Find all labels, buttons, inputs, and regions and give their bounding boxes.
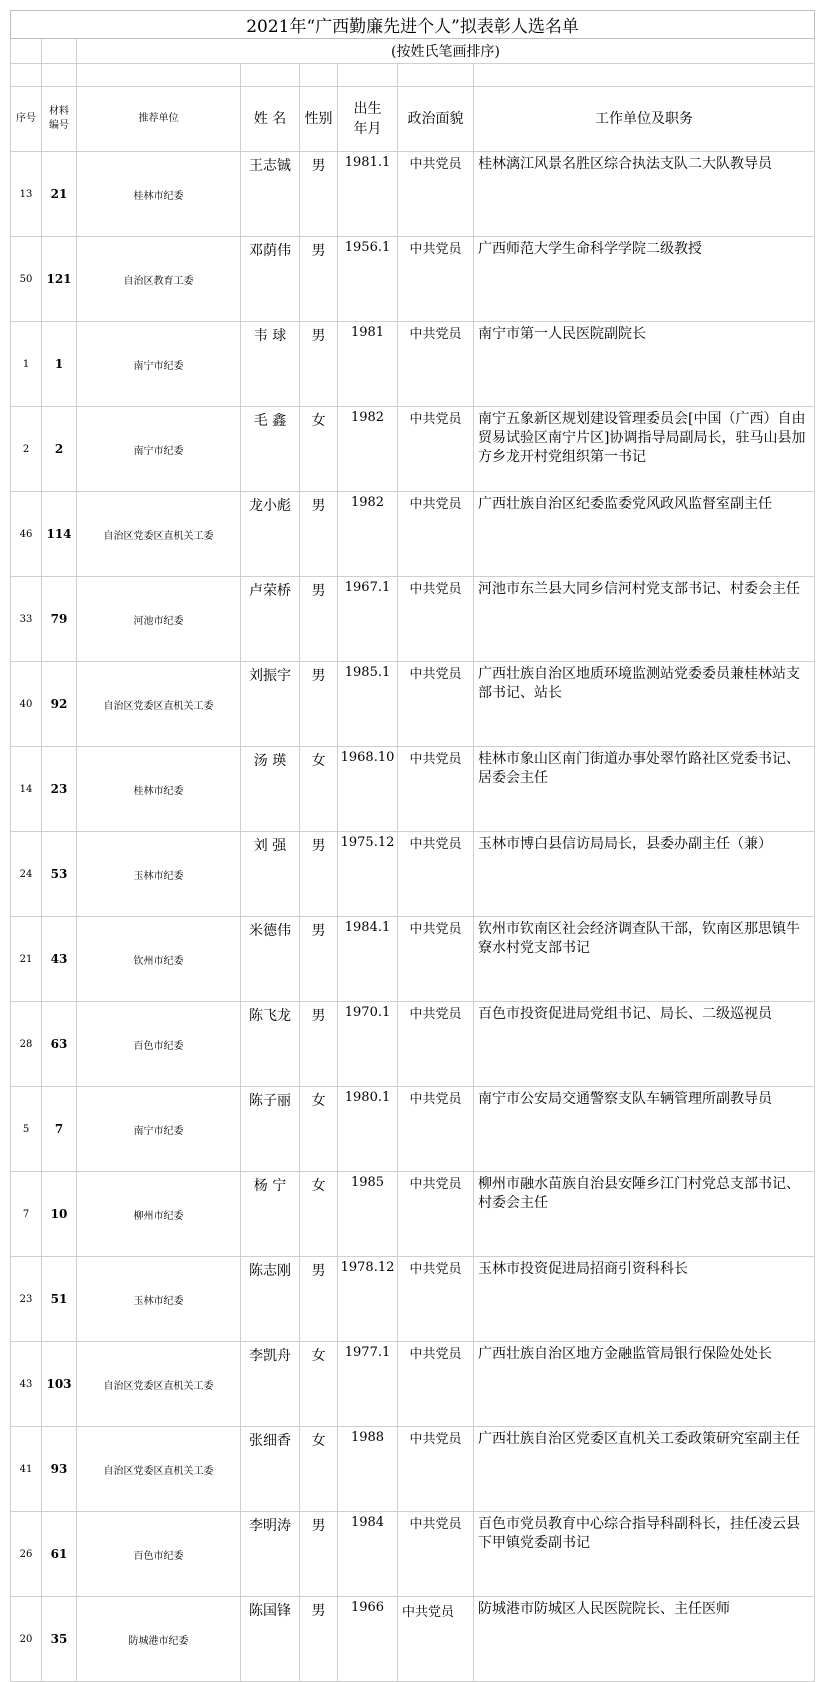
gender-cell: 男 [300, 152, 338, 237]
header-work: 工作单位及职务 [474, 87, 815, 152]
header-material [42, 87, 77, 152]
seq-cell: 7 [11, 1172, 42, 1257]
material-number-cell: 114 [42, 492, 77, 577]
party-cell: 中共党员 [398, 322, 474, 407]
birth-cell: 1981 [338, 322, 398, 407]
seq-cell: 20 [11, 1597, 42, 1682]
header-name: 姓 名 [241, 87, 300, 152]
material-number-cell: 63 [42, 1002, 77, 1087]
recommending-unit-cell: 玉林市纪委 [77, 832, 241, 917]
seq-cell: 43 [11, 1342, 42, 1427]
birth-cell: 1956.1 [338, 237, 398, 322]
birth-cell: 1968.10 [338, 747, 398, 832]
name-cell: 毛 鑫 [241, 407, 300, 492]
work-unit-cell: 百色市党员教育中心综合指导科副科长，挂任凌云县下甲镇党委副书记 [474, 1512, 815, 1597]
name-cell: 韦 球 [241, 322, 300, 407]
recommending-unit-cell: 自治区党委区直机关工委 [77, 492, 241, 577]
birth-cell: 1966 [338, 1597, 398, 1682]
table-row [11, 1512, 815, 1597]
table-row [11, 1002, 815, 1087]
seq-cell: 40 [11, 662, 42, 747]
gender-cell: 女 [300, 407, 338, 492]
table-row [11, 492, 815, 577]
party-cell: 中共党员 [398, 237, 474, 322]
recommending-unit-cell: 自治区党委区直机关工委 [77, 1427, 241, 1512]
work-unit-cell: 柳州市融水苗族自治县安陲乡江门村党总支部书记、村委会主任 [474, 1172, 815, 1257]
table-row [11, 1597, 815, 1682]
recommending-unit-cell: 防城港市纪委 [77, 1597, 241, 1682]
recommending-unit-cell: 南宁市纪委 [77, 322, 241, 407]
material-number-cell: 35 [42, 1597, 77, 1682]
recommending-unit-cell: 柳州市纪委 [77, 1172, 241, 1257]
gender-cell: 男 [300, 832, 338, 917]
material-number-cell: 61 [42, 1512, 77, 1597]
party-cell: 中共党员 [398, 577, 474, 662]
work-unit-cell: 广西壮族自治区地质环境监测站党委委员兼桂林站支部书记、站长 [474, 662, 815, 747]
recommending-unit-cell: 百色市纪委 [77, 1512, 241, 1597]
material-number-cell: 1 [42, 322, 77, 407]
gender-cell: 女 [300, 747, 338, 832]
party-cell [398, 1597, 474, 1682]
material-number-cell: 21 [42, 152, 77, 237]
party-cell: 中共党员 [398, 662, 474, 747]
gender-cell: 女 [300, 1342, 338, 1427]
recommending-unit-cell: 河池市纪委 [77, 577, 241, 662]
gender-cell: 男 [300, 917, 338, 1002]
header-gender: 性别 [300, 87, 338, 152]
party-cell: 中共党员 [398, 1427, 474, 1512]
birth-cell: 1984 [338, 1512, 398, 1597]
table-row [11, 407, 815, 492]
header-seq: 序号 [11, 87, 42, 152]
birth-cell: 1985 [338, 1172, 398, 1257]
header-party: 政治面貌 [398, 87, 474, 152]
table-row [11, 1257, 815, 1342]
recommending-unit-cell: 自治区党委区直机关工委 [77, 1342, 241, 1427]
gender-cell: 女 [300, 1172, 338, 1257]
gender-cell: 男 [300, 1512, 338, 1597]
name-cell: 刘振宇 [241, 662, 300, 747]
seq-cell: 41 [11, 1427, 42, 1512]
recommending-unit-cell: 桂林市纪委 [77, 152, 241, 237]
party-cell: 中共党员 [398, 917, 474, 1002]
gender-cell: 男 [300, 1257, 338, 1342]
gender-cell: 男 [300, 322, 338, 407]
party-cell: 中共党员 [398, 832, 474, 917]
header-unit: 推荐单位 [77, 87, 241, 152]
party-cell: 中共党员 [398, 1342, 474, 1427]
work-unit-cell: 广西壮族自治区党委区直机关工委政策研究室副主任 [474, 1427, 815, 1512]
birth-cell: 1982 [338, 407, 398, 492]
gender-cell: 女 [300, 1427, 338, 1512]
work-unit-cell: 桂林市象山区南门街道办事处翠竹路社区党委书记、居委会主任 [474, 747, 815, 832]
party-cell: 中共党员 [398, 492, 474, 577]
gender-cell: 男 [300, 1597, 338, 1682]
seq-cell: 5 [11, 1087, 42, 1172]
birth-cell: 1985.1 [338, 662, 398, 747]
seq-cell: 23 [11, 1257, 42, 1342]
party-cell: 中共党员 [398, 407, 474, 492]
material-number-cell: 121 [42, 237, 77, 322]
work-unit-cell: 玉林市博白县信访局局长，县委办副主任（兼） [474, 832, 815, 917]
work-unit-cell: 防城港市防城区人民医院院长、主任医师 [474, 1597, 815, 1682]
header-birth-text: 出生年月 [353, 101, 382, 137]
work-unit-cell: 南宁市第一人民医院副院长 [474, 322, 815, 407]
party-text: 中共党员 [402, 1605, 455, 1620]
work-unit-cell: 百色市投资促进局党组书记、局长、二级巡视员 [474, 1002, 815, 1087]
work-unit-cell: 桂林漓江风景名胜区综合执法支队二大队教导员 [474, 152, 815, 237]
recommending-unit-cell: 南宁市纪委 [77, 407, 241, 492]
name-cell: 李凯舟 [241, 1342, 300, 1427]
recommending-unit-cell: 百色市纪委 [77, 1002, 241, 1087]
name-cell: 杨 宁 [241, 1172, 300, 1257]
birth-cell: 1970.1 [338, 1002, 398, 1087]
material-number-cell: 7 [42, 1087, 77, 1172]
material-number-cell: 79 [42, 577, 77, 662]
sort-note: (按姓氏笔画排序) [77, 39, 815, 64]
gender-cell: 男 [300, 577, 338, 662]
seq-cell: 24 [11, 832, 42, 917]
material-number-cell: 92 [42, 662, 77, 747]
seq-cell: 28 [11, 1002, 42, 1087]
birth-cell: 1967.1 [338, 577, 398, 662]
table-row [11, 662, 815, 747]
header-material-text: 材料编号 [49, 106, 69, 131]
gender-cell: 女 [300, 1087, 338, 1172]
work-unit-cell: 广西师范大学生命科学学院二级教授 [474, 237, 815, 322]
party-cell: 中共党员 [398, 152, 474, 237]
name-cell: 刘 强 [241, 832, 300, 917]
birth-cell: 1982 [338, 492, 398, 577]
work-unit-cell: 河池市东兰县大同乡信河村党支部书记、村委会主任 [474, 577, 815, 662]
material-number-cell: 23 [42, 747, 77, 832]
gender-cell: 男 [300, 492, 338, 577]
seq-cell: 14 [11, 747, 42, 832]
seq-cell: 46 [11, 492, 42, 577]
work-unit-cell: 广西壮族自治区纪委监委党风政风监督室副主任 [474, 492, 815, 577]
name-cell: 李明涛 [241, 1512, 300, 1597]
recommending-unit-cell: 自治区党委区直机关工委 [77, 662, 241, 747]
birth-cell: 1975.12 [338, 832, 398, 917]
material-number-cell: 103 [42, 1342, 77, 1427]
birth-cell: 1980.1 [338, 1087, 398, 1172]
work-unit-cell: 广西壮族自治区地方金融监管局银行保险处处长 [474, 1342, 815, 1427]
name-cell: 卢荣桥 [241, 577, 300, 662]
table-row [11, 577, 815, 662]
work-unit-cell: 钦州市钦南区社会经济调查队干部，钦南区那思镇牛寮水村党支部书记 [474, 917, 815, 1002]
party-cell: 中共党员 [398, 1172, 474, 1257]
name-cell: 陈国锋 [241, 1597, 300, 1682]
name-cell: 陈飞龙 [241, 1002, 300, 1087]
material-number-cell: 2 [42, 407, 77, 492]
party-cell: 中共党员 [398, 1002, 474, 1087]
birth-cell: 1977.1 [338, 1342, 398, 1427]
work-unit-cell: 南宁五象新区规划建设管理委员会[中国（广西）自由贸易试验区南宁片区]协调指导局副局长，驻马山县加方乡龙开村党组织第一书记 [474, 407, 815, 492]
birth-cell: 1988 [338, 1427, 398, 1512]
seq-cell: 1 [11, 322, 42, 407]
birth-cell: 1978.12 [338, 1257, 398, 1342]
table-row [11, 1172, 815, 1257]
gender-cell: 男 [300, 1002, 338, 1087]
material-number-cell: 51 [42, 1257, 77, 1342]
seq-cell: 2 [11, 407, 42, 492]
birth-cell: 1981.1 [338, 152, 398, 237]
gender-cell: 男 [300, 662, 338, 747]
table-row [11, 1342, 815, 1427]
material-number-cell: 10 [42, 1172, 77, 1257]
name-cell: 王志铖 [241, 152, 300, 237]
birth-cell: 1984.1 [338, 917, 398, 1002]
name-cell: 陈子丽 [241, 1087, 300, 1172]
party-cell: 中共党员 [398, 1512, 474, 1597]
recommending-unit-cell: 玉林市纪委 [77, 1257, 241, 1342]
header-row [11, 87, 815, 152]
seq-cell: 33 [11, 577, 42, 662]
name-cell: 汤 瑛 [241, 747, 300, 832]
seq-cell: 21 [11, 917, 42, 1002]
table-row [11, 322, 815, 407]
table-row [11, 747, 815, 832]
name-cell: 邓荫伟 [241, 237, 300, 322]
party-cell: 中共党员 [398, 1087, 474, 1172]
name-cell: 陈志刚 [241, 1257, 300, 1342]
work-unit-cell: 南宁市公安局交通警察支队车辆管理所副教导员 [474, 1087, 815, 1172]
recommending-unit-cell: 南宁市纪委 [77, 1087, 241, 1172]
table-row [11, 832, 815, 917]
material-number-cell: 53 [42, 832, 77, 917]
material-number-cell: 43 [42, 917, 77, 1002]
gender-cell: 男 [300, 237, 338, 322]
name-cell: 龙小彪 [241, 492, 300, 577]
party-cell: 中共党员 [398, 747, 474, 832]
seq-cell: 26 [11, 1512, 42, 1597]
header-birth [338, 87, 398, 152]
recommending-unit-cell: 桂林市纪委 [77, 747, 241, 832]
table-row [11, 1427, 815, 1512]
material-number-cell: 93 [42, 1427, 77, 1512]
name-cell: 张细香 [241, 1427, 300, 1512]
table-row [11, 237, 815, 322]
name-cell: 米德伟 [241, 917, 300, 1002]
party-cell: 中共党员 [398, 1257, 474, 1342]
document-title: 2021年“广西勤廉先进个人”拟表彰人选名单 [11, 11, 815, 39]
candidate-table [10, 10, 815, 1682]
table-row [11, 152, 815, 237]
table-row [11, 917, 815, 1002]
recommending-unit-cell: 钦州市纪委 [77, 917, 241, 1002]
table-row [11, 1087, 815, 1172]
recommending-unit-cell: 自治区教育工委 [77, 237, 241, 322]
seq-cell: 13 [11, 152, 42, 237]
seq-cell: 50 [11, 237, 42, 322]
work-unit-cell: 玉林市投资促进局招商引资科科长 [474, 1257, 815, 1342]
